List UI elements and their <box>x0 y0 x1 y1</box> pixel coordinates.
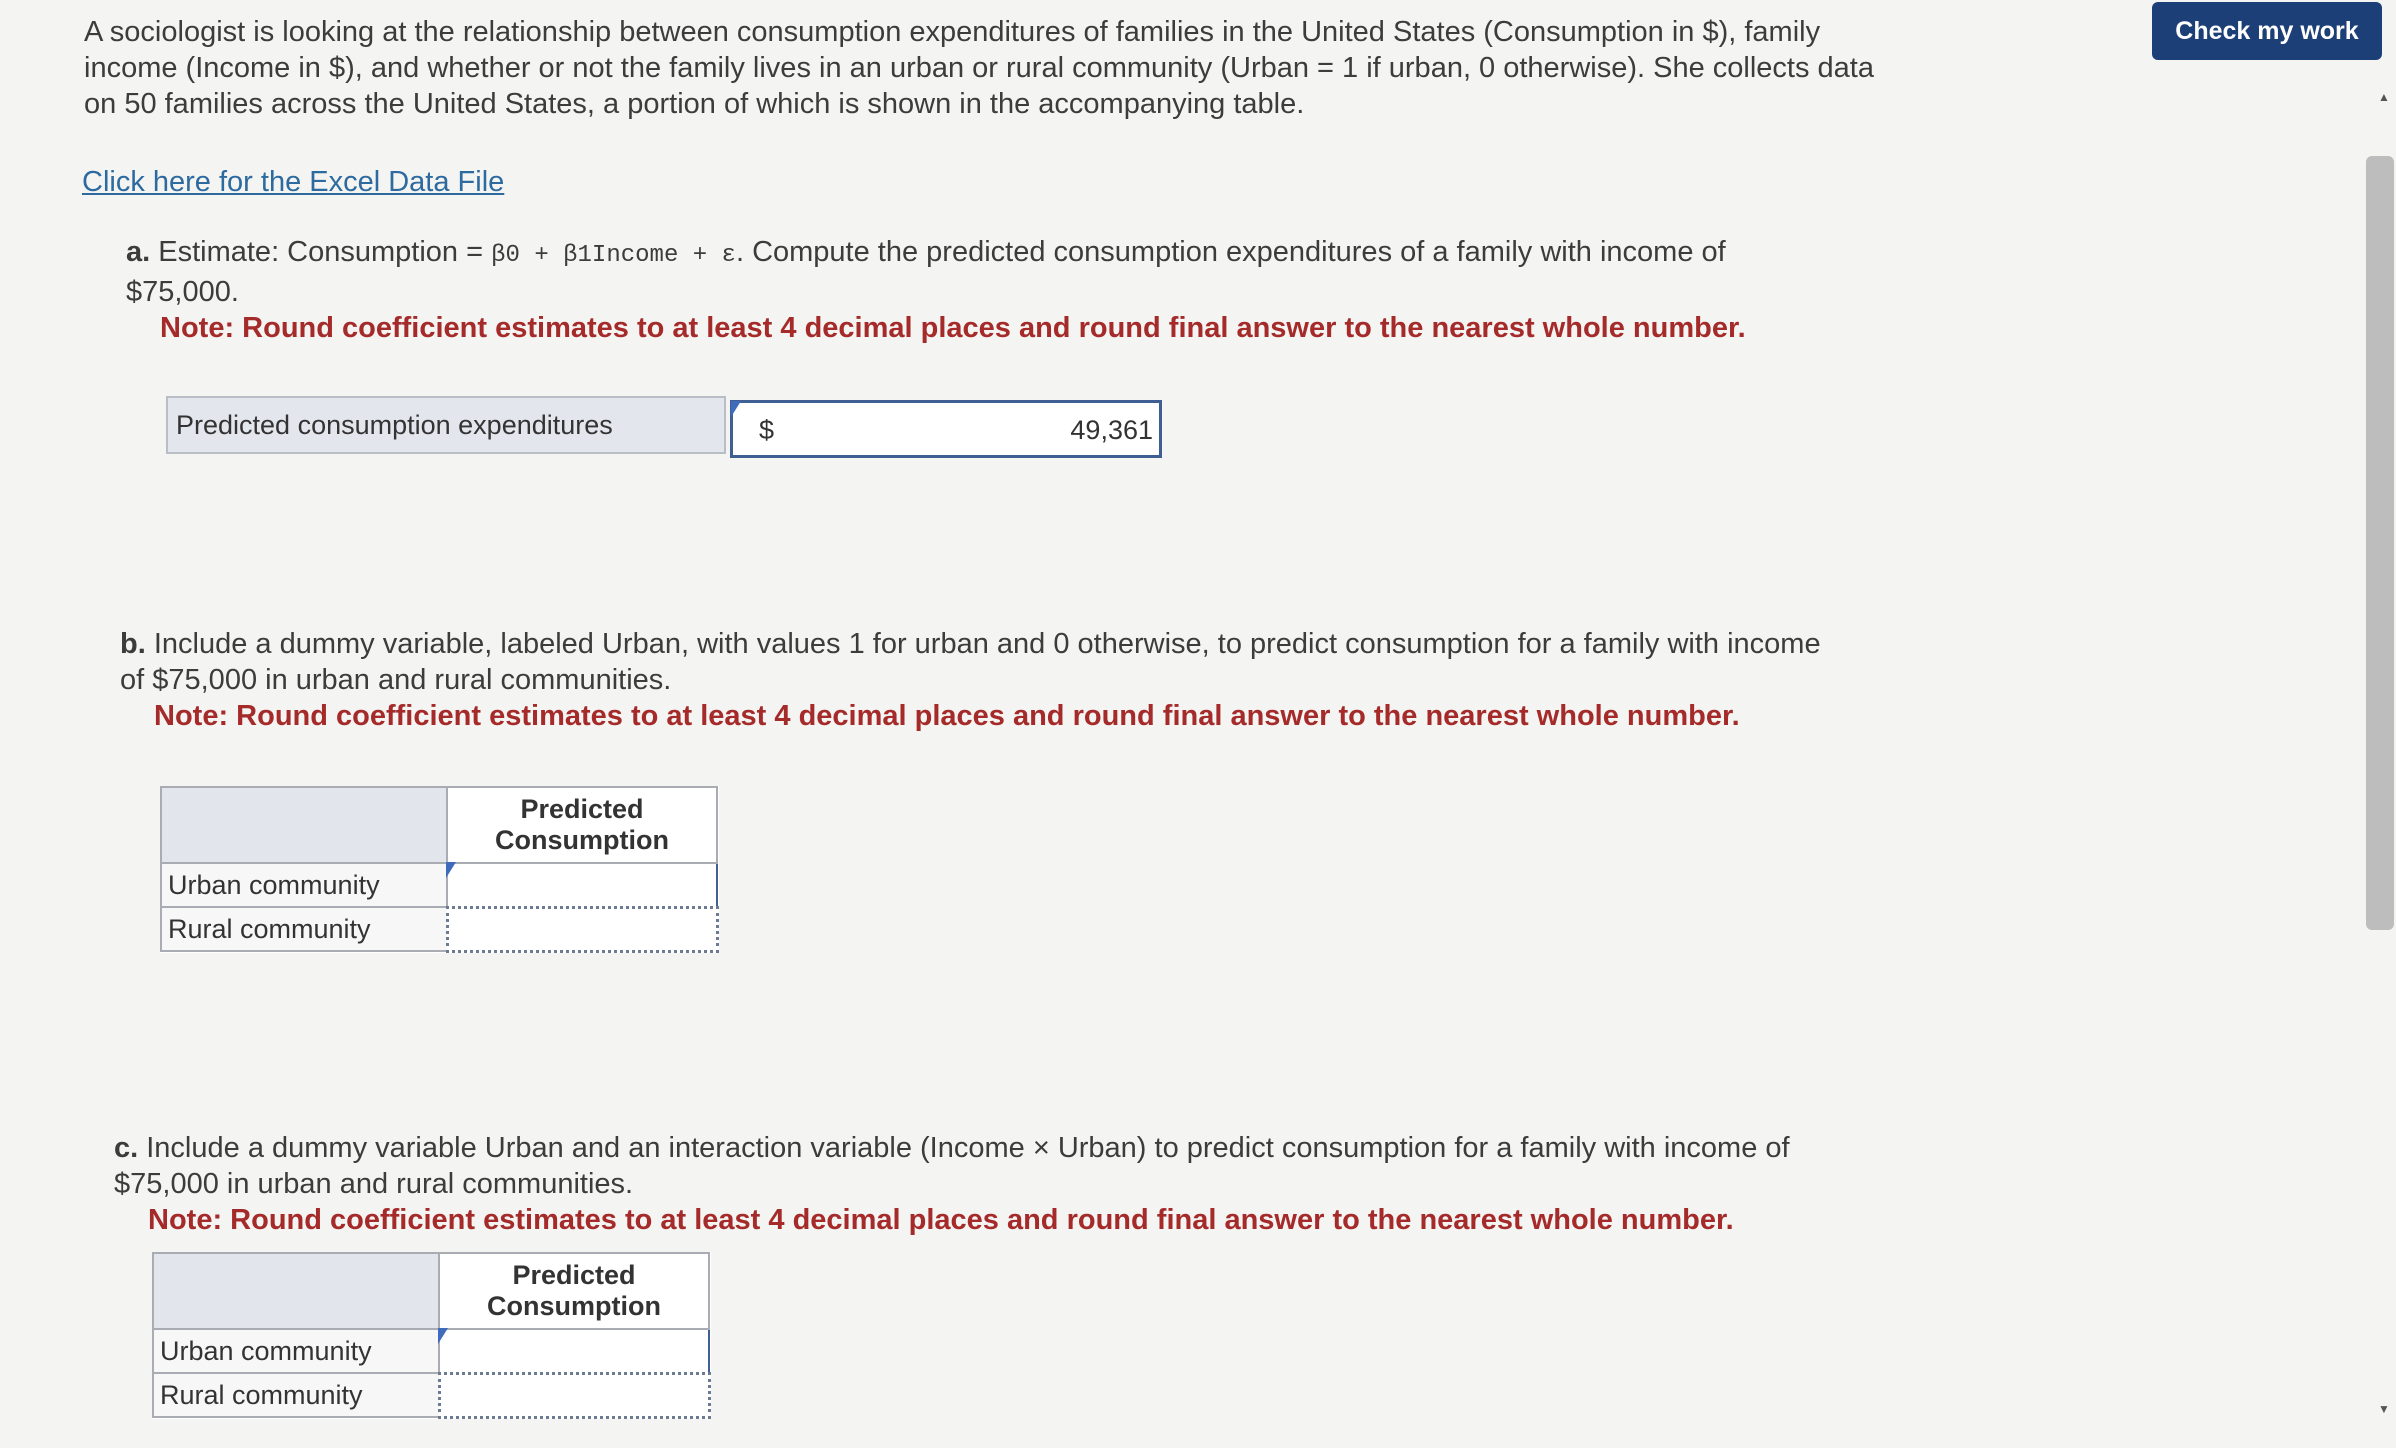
predicted-consumption-input[interactable] <box>730 400 1162 458</box>
table-corner-cell <box>153 1253 439 1329</box>
part-b-note: Note: Round coefficient estimates to at least 4 decimal places and round final answer to the nearest whole number. <box>154 700 1740 732</box>
scroll-down-icon[interactable]: ▼ <box>2378 1402 2390 1416</box>
part-a-text-pre: Estimate: Consumption = <box>158 236 492 268</box>
table-corner-cell <box>161 787 447 863</box>
input-marker-icon <box>731 401 741 417</box>
part-a-equation: β0 + β1Income + ε <box>491 242 736 269</box>
part-b-rural-input[interactable] <box>447 907 717 951</box>
scrollbar-thumb[interactable] <box>2366 156 2394 930</box>
input-marker-icon <box>438 1328 448 1344</box>
urban-community-label: Urban community <box>161 863 447 907</box>
table-row <box>161 907 717 951</box>
part-b-answer-table <box>160 786 719 953</box>
rural-community-label: Rural community <box>153 1373 439 1417</box>
part-c-text: Include a dummy variable Urban and an interaction variable (Income × Urban) to predict consumption for a family with income of $75,000 in urban and rural communities. <box>114 1132 1790 1200</box>
part-c-answer-table <box>152 1252 711 1419</box>
part-c-rural-input[interactable] <box>439 1373 709 1417</box>
rural-community-label: Rural community <box>161 907 447 951</box>
problem-intro: A sociologist is looking at the relationship between consumption expenditures of families in the United States (Consumption in $), family income (Income in $), and whether or not the family lives in an urban or rural community (Urban = 1 if urban, 0 otherwise). She collects data on 50 families across the United States, a portion of which is shown in the accompanying table. <box>84 16 1874 120</box>
part-c-urban-input[interactable] <box>439 1329 709 1373</box>
input-marker-icon <box>446 862 456 878</box>
part-c-note: Note: Round coefficient estimates to at least 4 decimal places and round final answer to the nearest whole number. <box>148 1204 1734 1236</box>
part-b-urban-input[interactable] <box>447 863 717 907</box>
predicted-consumption-header: Predicted Consumption <box>447 787 717 863</box>
part-c-letter: c. <box>114 1132 139 1164</box>
predicted-consumption-value: 49,361 <box>1070 415 1153 445</box>
predicted-consumption-header: Predicted Consumption <box>439 1253 709 1329</box>
part-a-text-post: . Compute the predicted consumption expenditures of a family with income of $75,000. <box>126 236 1726 308</box>
part-b-text: Include a dummy variable, labeled Urban, with values 1 for urban and 0 otherwise, to predict consumption for a family with income of $75,000 in urban and rural communities. <box>120 628 1821 696</box>
scroll-up-icon[interactable]: ▲ <box>2378 90 2390 104</box>
table-row <box>153 1373 709 1417</box>
part-b-letter: b. <box>120 628 146 660</box>
part-a-letter: a. <box>126 236 151 268</box>
part-a-note: Note: Round coefficient estimates to at least 4 decimal places and round final answer to the nearest whole number. <box>160 312 1746 344</box>
check-my-work-button[interactable]: Check my work <box>2152 2 2382 60</box>
table-row <box>161 863 717 907</box>
part-b-prompt <box>120 626 1840 734</box>
table-row <box>153 1329 709 1373</box>
currency-symbol: $ <box>759 415 775 445</box>
predicted-consumption-label: Predicted consumption expenditures <box>166 396 726 454</box>
part-a-prompt <box>126 234 1846 346</box>
urban-community-label: Urban community <box>153 1329 439 1373</box>
part-c-prompt <box>114 1130 1894 1238</box>
excel-data-file-link[interactable]: Click here for the Excel Data File <box>82 166 505 198</box>
